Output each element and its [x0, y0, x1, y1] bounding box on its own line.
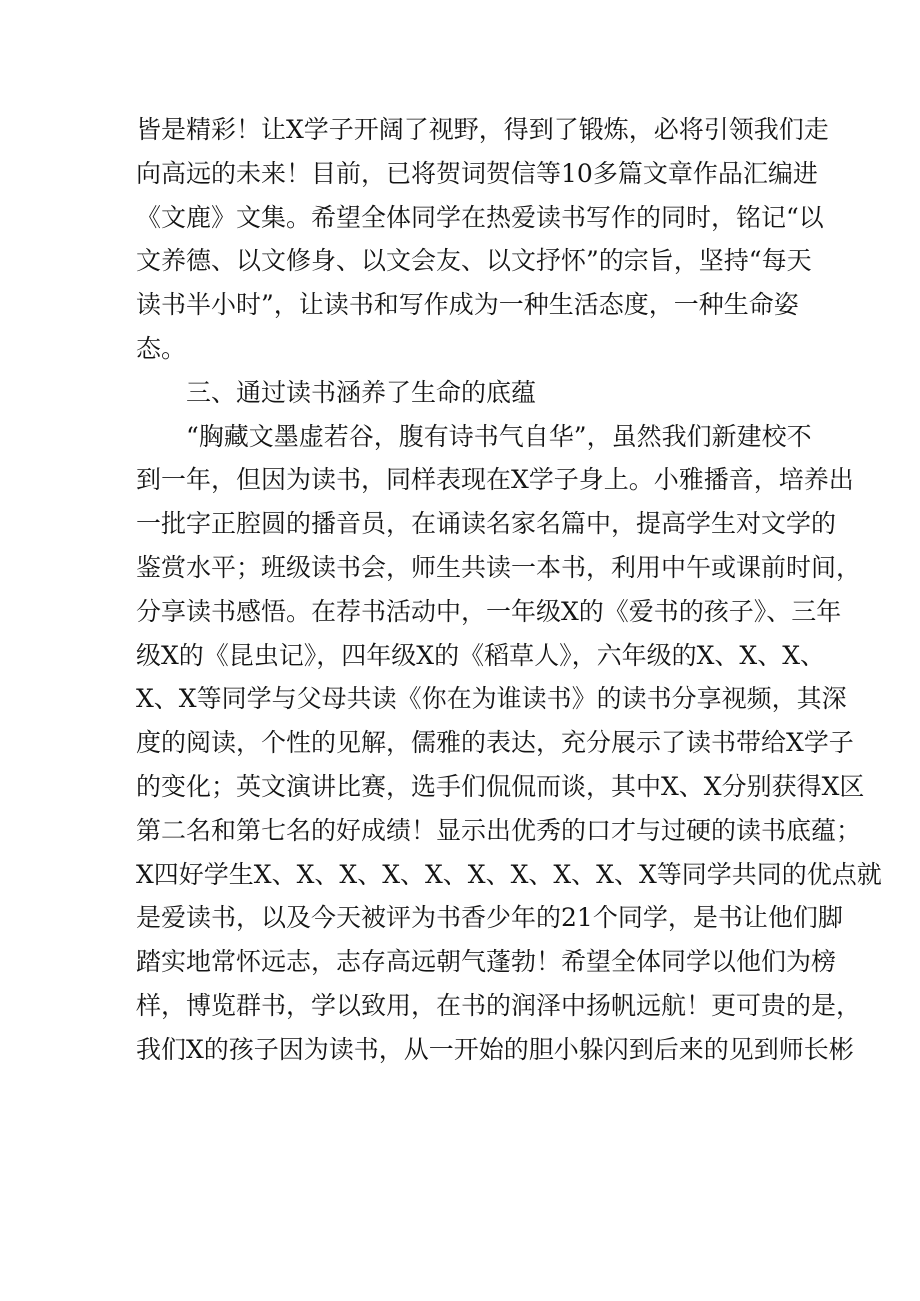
text-line: 是爱读书，以及今天被评为书香少年的21个同学，是书让他们脚: [136, 903, 843, 933]
text-line: 鉴赏水平；班级读书会，师生共读一本书，利用中午或课前时间，: [136, 552, 862, 582]
text-line: 分享读书感悟。在荐书活动中，一年级X的《爱书的孩子》、三年: [136, 596, 842, 626]
text-line: 皆是精彩！让X学子开阔了视野，得到了锻炼，必将引领我们走: [136, 115, 829, 144]
text-line: X、X等同学与父母共读《你在为谁读书》的读书分享视频，其深: [136, 684, 847, 714]
text-line: 踏实地常怀远志，志存高远朝气蓬勃！希望全体同学以他们为榜: [136, 947, 837, 977]
text-line: 《文鹿》文集。希望全体同学在热爱读书写作的同时，铭记“以: [136, 202, 824, 232]
paragraph-2: [136, 415, 882, 1072]
text-line: 级X的《昆虫记》，四年级X的《稻草人》，六年级的X、X、X、: [136, 640, 825, 670]
text-line: 向高远的未来！目前，已将贺词贺信等10多篇文章作品汇编进: [136, 158, 818, 188]
text-line: 态。: [136, 333, 187, 363]
text-line: 读书半小时”，让读书和写作成为一种生活态度，一种生命姿: [136, 290, 799, 320]
text-line: “胸藏文墨虚若谷，腹有诗书气自华”，虽然我们新建校不: [186, 421, 812, 451]
text-line: 我们X的孩子因为读书，从一开始的胆小躲闪到后来的见到师长彬: [136, 1034, 854, 1064]
paragraph-1: [136, 108, 829, 371]
text-line: 一批字正腔圆的播音员，在诵读名家名篇中，提高学生对文学的: [136, 509, 837, 539]
text-line: 的变化；英文演讲比赛，选手们侃侃而谈，其中X、X分别获得X区: [136, 771, 865, 801]
text-line: 到一年，但因为读书，同样表现在X学子身上。小雅播音，培养出: [136, 465, 854, 495]
text-line: 度的阅读，个性的见解，儒雅的表达，充分展示了读书带给X学子: [136, 728, 854, 758]
section-heading: 三、通过读书涵养了生命的底蕴: [186, 377, 537, 407]
text-line: X四好学生X、X、X、X、X、X、X、X、X、X等同学共同的优点就: [136, 859, 882, 889]
text-line: 文养德、以文修身、以文会友、以文抒怀”的宗旨，坚持“每天: [136, 246, 812, 276]
text-line: 样，博览群书，学以致用，在书的润泽中扬帆远航！更可贵的是，: [136, 990, 862, 1020]
text-line: 第二名和第七名的好成绩！显示出优秀的口才与过硬的读书底蕴；: [136, 815, 862, 845]
document-body: [136, 108, 882, 1072]
